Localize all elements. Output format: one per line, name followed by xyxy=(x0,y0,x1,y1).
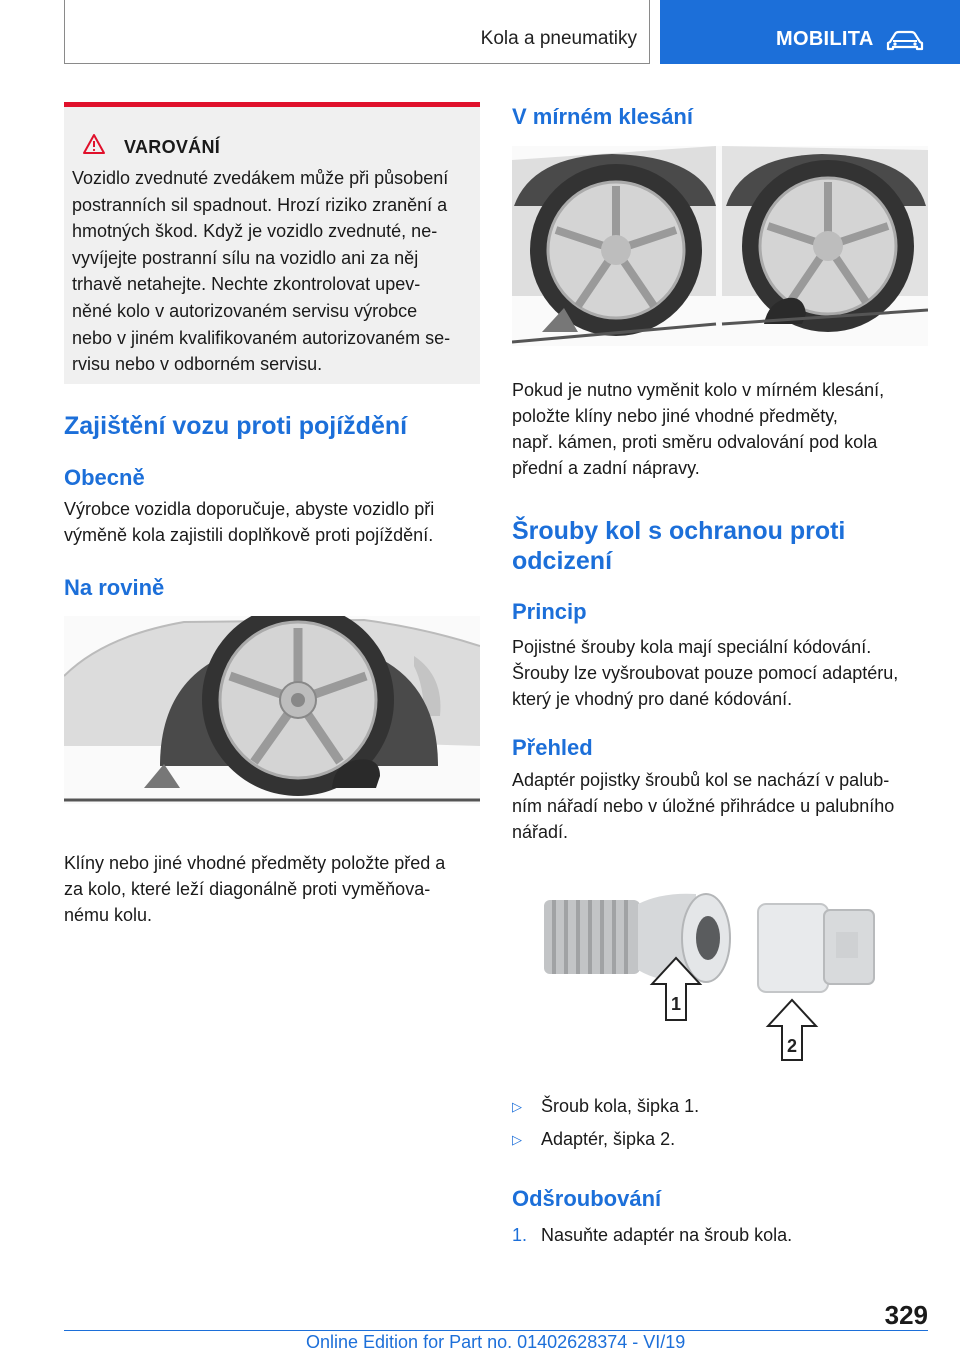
wheel-chock-slope-illustration xyxy=(512,146,928,346)
footer-divider xyxy=(64,1330,928,1331)
unscrew-steps xyxy=(512,1222,792,1248)
subheading-unscrewing: Odšroubování xyxy=(512,1186,662,1211)
footer-edition: Online Edition for Part no. 01402628374 - VI/19 xyxy=(306,1332,686,1352)
flat-paragraph: Klíny nebo jiné vhodné předměty položte před a za kolo, které leží diagonálně proti vyměňova‐ nému kolu. xyxy=(64,853,446,925)
principle-paragraph: Pojistné šrouby kola mají speciální kódování. Šrouby lze vyšroubovat pouze pomocí adaptéru, který je vhodný pro dané kódování. xyxy=(512,637,899,709)
wheel-chock-flat-illustration xyxy=(64,616,480,804)
locking-bolt-adapter-illustration xyxy=(512,866,928,1076)
bullet-triangle-icon: ▷ xyxy=(512,1132,522,1147)
general-paragraph: Výrobce vozidla doporučuje, abyste vozidlo při výměně kola zajistili doplňkově proti pojíždění. xyxy=(64,499,435,545)
bullet-triangle-icon: ▷ xyxy=(512,1099,522,1114)
arrow-label-1: 1 xyxy=(670,994,682,1014)
slope-paragraph: Pokud je nutno vyměnit kolo v mírném klesání, položte klíny nebo jiné vhodné předměty, např. kámen, proti směru odvalování pod kola přední a zadní nápravy. xyxy=(512,380,885,478)
step-item: 1. Nasuňte adaptér na šroub kola. xyxy=(512,1225,793,1245)
subheading-general: Obecně xyxy=(64,465,145,490)
list-item: ▷ Adaptér, šipka 2. xyxy=(512,1126,699,1152)
subheading-flat: Na rovině xyxy=(64,575,165,600)
warning-box xyxy=(64,102,480,384)
warning-text: Vozidlo zvednuté zvedákem může při působení postranních sil spadnout. Hrozí riziko zranění a hmotných škod. Když je vozidlo zvednuté, ne‐ vyvíjejte postranní sílu na vozidlo ani za něj trhavě netahejte. Nechte zkontrolovat upev‐ něné kolo v autorizovaném servisu výrobce nebo v jiném kvalifikovaném autorizovaném se‐ rvisu nebo v odborném servisu. xyxy=(72,168,451,375)
overview-paragraph: Adaptér pojistky šroubů kol se nachází v palub‐ ním nářadí nebo v úložné přihrádce u palubního nářadí. xyxy=(512,770,895,842)
parts-list xyxy=(512,1093,699,1159)
chapter-title: MOBILITA xyxy=(776,28,874,50)
section-title: Kola a pneumatiky xyxy=(480,28,637,49)
page-number: 329 xyxy=(884,1300,928,1330)
subheading-principle: Princip xyxy=(512,599,587,624)
subheading-slope: V mírném klesání xyxy=(512,104,693,129)
car-icon xyxy=(886,30,924,52)
arrow-label-2: 2 xyxy=(786,1036,798,1056)
warning-title: VAROVÁNÍ xyxy=(124,137,221,157)
warning-triangle-icon xyxy=(82,133,106,155)
subheading-overview: Přehled xyxy=(512,735,593,760)
section-heading-securing: Zajištění vozu proti pojíždění xyxy=(64,412,408,440)
chapter-tab xyxy=(660,0,960,64)
list-item: ▷ Šroub kola, šipka 1. xyxy=(512,1093,699,1119)
section-heading-locking-bolts: Šrouby kol s ochranou proti odcizení xyxy=(512,517,846,575)
header-section-box xyxy=(64,0,650,64)
